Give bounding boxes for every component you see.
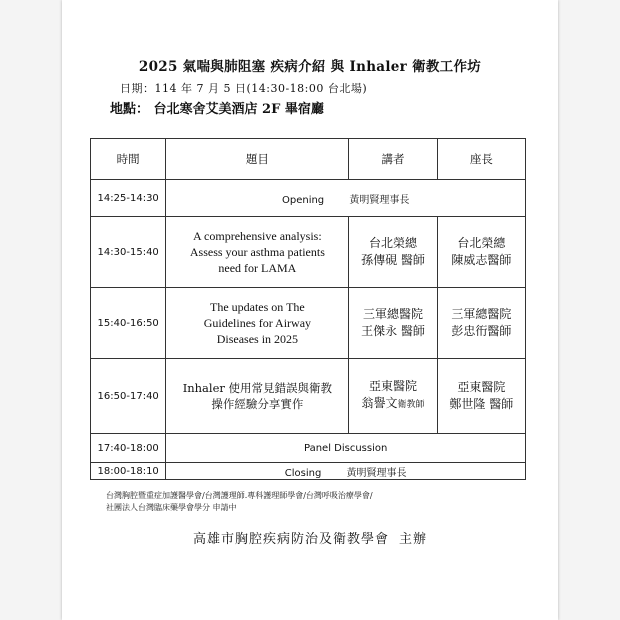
topic-line: A comprehensive analysis: xyxy=(193,229,322,243)
chair-org: 亞東醫院 xyxy=(457,380,506,394)
closing-cell xyxy=(166,463,526,480)
panel-label: Panel Discussion xyxy=(166,434,526,463)
table-row xyxy=(91,359,526,434)
table-row xyxy=(91,288,526,359)
organizer-role: 主辦 xyxy=(399,532,428,547)
event-date: 日期：114 年 7 月 5 日(14:30-18:00 台北場) xyxy=(120,82,368,95)
chair-org: 台北榮總 xyxy=(457,236,506,250)
opening-label: Opening xyxy=(281,194,325,206)
schedule-table xyxy=(90,138,526,480)
topic-line: Assess your asthma patients xyxy=(189,245,325,259)
speaker-org: 亞東醫院 xyxy=(369,379,418,393)
closing-chair: 黃明賢理事長 xyxy=(346,467,407,479)
topic-line: Inhaler 使用常見錯誤與衛教 xyxy=(182,381,333,395)
time-cell: 17:40-18:00 xyxy=(91,434,166,463)
topic-cell xyxy=(166,359,349,434)
chair-name: 陳威志醫師 xyxy=(451,253,512,267)
topic-cell xyxy=(166,217,349,288)
speaker-name-line xyxy=(349,395,436,414)
opening-chair: 黃明賢理事長 xyxy=(349,194,410,206)
document-page xyxy=(62,0,558,620)
organizer-line xyxy=(62,528,558,547)
time-cell: 15:40-16:50 xyxy=(91,288,166,359)
topic-line: The updates on The xyxy=(209,300,305,314)
chair-org: 三軍總醫院 xyxy=(451,307,512,321)
event-venue: 地點： 台北寒舍艾美酒店 2F 畢宿廳 xyxy=(110,102,324,117)
chair-cell xyxy=(437,217,525,288)
topic-line: Diseases in 2025 xyxy=(216,332,299,346)
speaker-title: 衛教師 xyxy=(397,400,425,410)
closing-label: Closing xyxy=(284,467,322,479)
table-row xyxy=(91,217,526,288)
time-cell: 18:00-18:10 xyxy=(91,463,166,480)
header-topic: 題目 xyxy=(166,139,349,180)
time-cell: 14:30-15:40 xyxy=(91,217,166,288)
speaker-org: 台北榮總 xyxy=(369,236,418,250)
chair-cell xyxy=(437,288,525,359)
topic-cell xyxy=(166,288,349,359)
table-row-opening xyxy=(91,180,526,217)
speaker-cell xyxy=(349,217,437,288)
topic-line: Guidelines for Airway xyxy=(203,316,312,330)
topic-line: 操作經驗分享實作 xyxy=(211,397,304,411)
header-speaker: 講者 xyxy=(349,139,437,180)
document-title: 2025 氣喘與肺阻塞 疾病介紹 與 Inhaler 衛教工作坊 xyxy=(138,59,482,75)
speaker-name: 王傑永 醫師 xyxy=(361,324,425,338)
header-time: 時間 xyxy=(91,139,166,180)
chair-cell xyxy=(437,359,525,434)
organizer-name: 高雄市胸腔疾病防治及衛教學會 xyxy=(192,532,389,547)
speaker-cell xyxy=(349,359,437,434)
chair-name: 鄭世隆 醫師 xyxy=(449,397,514,411)
opening-cell xyxy=(166,180,526,217)
chair-name: 彭忠衎醫師 xyxy=(451,324,512,338)
table-header-row xyxy=(91,139,526,180)
credit-organizations xyxy=(106,490,526,514)
speaker-cell xyxy=(349,288,437,359)
credit-line: 社團法人台灣臨床藥學會學分 申請中 xyxy=(106,503,237,512)
speaker-name: 孫傳硯 醫師 xyxy=(361,253,425,267)
table-row-closing xyxy=(91,463,526,480)
time-cell: 14:25-14:30 xyxy=(91,180,166,217)
time-cell: 16:50-17:40 xyxy=(91,359,166,434)
header-chair: 座長 xyxy=(437,139,525,180)
credit-line: 台灣胸腔暨重症加護醫學會/台灣護理師.專科護理師學會/台灣呼吸治療學會/ xyxy=(106,491,373,500)
speaker-org: 三軍總醫院 xyxy=(363,307,424,321)
topic-line: need for LAMA xyxy=(218,261,297,275)
speaker-name: 翁譽文 xyxy=(361,396,398,410)
table-row-panel xyxy=(91,434,526,463)
